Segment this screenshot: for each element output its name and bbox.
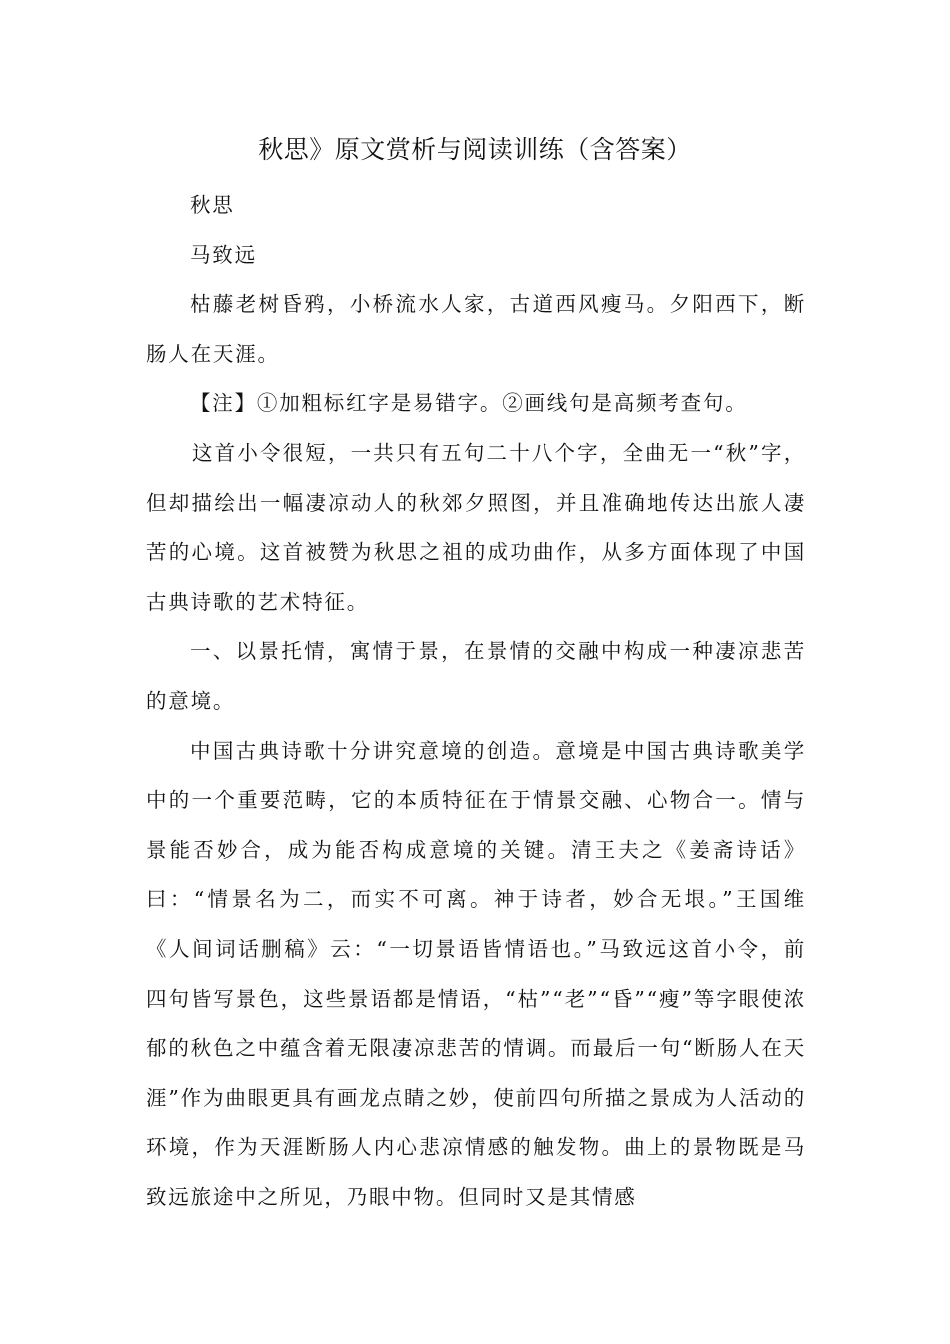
section-heading: 一、以景托情，寓情于景，在景情的交融中构成一种凄凉悲苦的意境。 <box>146 639 806 713</box>
note: 【注】①加粗标红字是易错字。②画线句是高频考查句。 <box>190 391 748 416</box>
poem-title: 秋思 <box>190 193 235 217</box>
document-title: 秋思》原文赏析与阅读训练（含答案） <box>258 135 692 164</box>
poem-text: 枯藤老树昏鸦，小桥流水人家，古道西风瘦马。夕阳西下，断肠人在天涯。 <box>146 292 806 366</box>
paragraph: 这首小令很短，一共只有五句二十八个字，全曲无一“秋”字，但却描绘出一幅凄凉动人的秋郊夕照图，并且准确地传达出旅人凄苦的心境。这首被赞为秋思之祖的成功曲作，从多方面体现了中国古典诗歌的艺术特征。 <box>146 440 806 614</box>
poem-author: 马致远 <box>190 242 257 267</box>
document-body <box>146 181 806 1222</box>
paragraph: 中国古典诗歌十分讲究意境的创造。意境是中国古典诗歌美学中的一个重要范畴，它的本质特征在于情景交融、心物合一。情与景能否妙合，成为能否构成意境的关键。清王夫之《姜斋诗话》曰：“情景名为二，而实不可离。神于诗者，妙合无垠。”王国维《人间词话删稿》云：“一切景语皆情语也。”马致远这首小令，前四句皆写景色，这些景语都是情语，“枯”“老”“昏”“瘦”等字眼使浓郁的秋色之中蕴含着无限凄凉悲苦的情调。而最后一句“断肠人在天涯”作为曲眼更具有画龙点睛之妙，使前四句所描之景成为人活动的环境，作为天涯断肠人内心悲凉情感的触发物。曲上的景物既是马致远旅途中之所见，乃眼中物。但同时又是其情感 <box>146 738 806 1209</box>
